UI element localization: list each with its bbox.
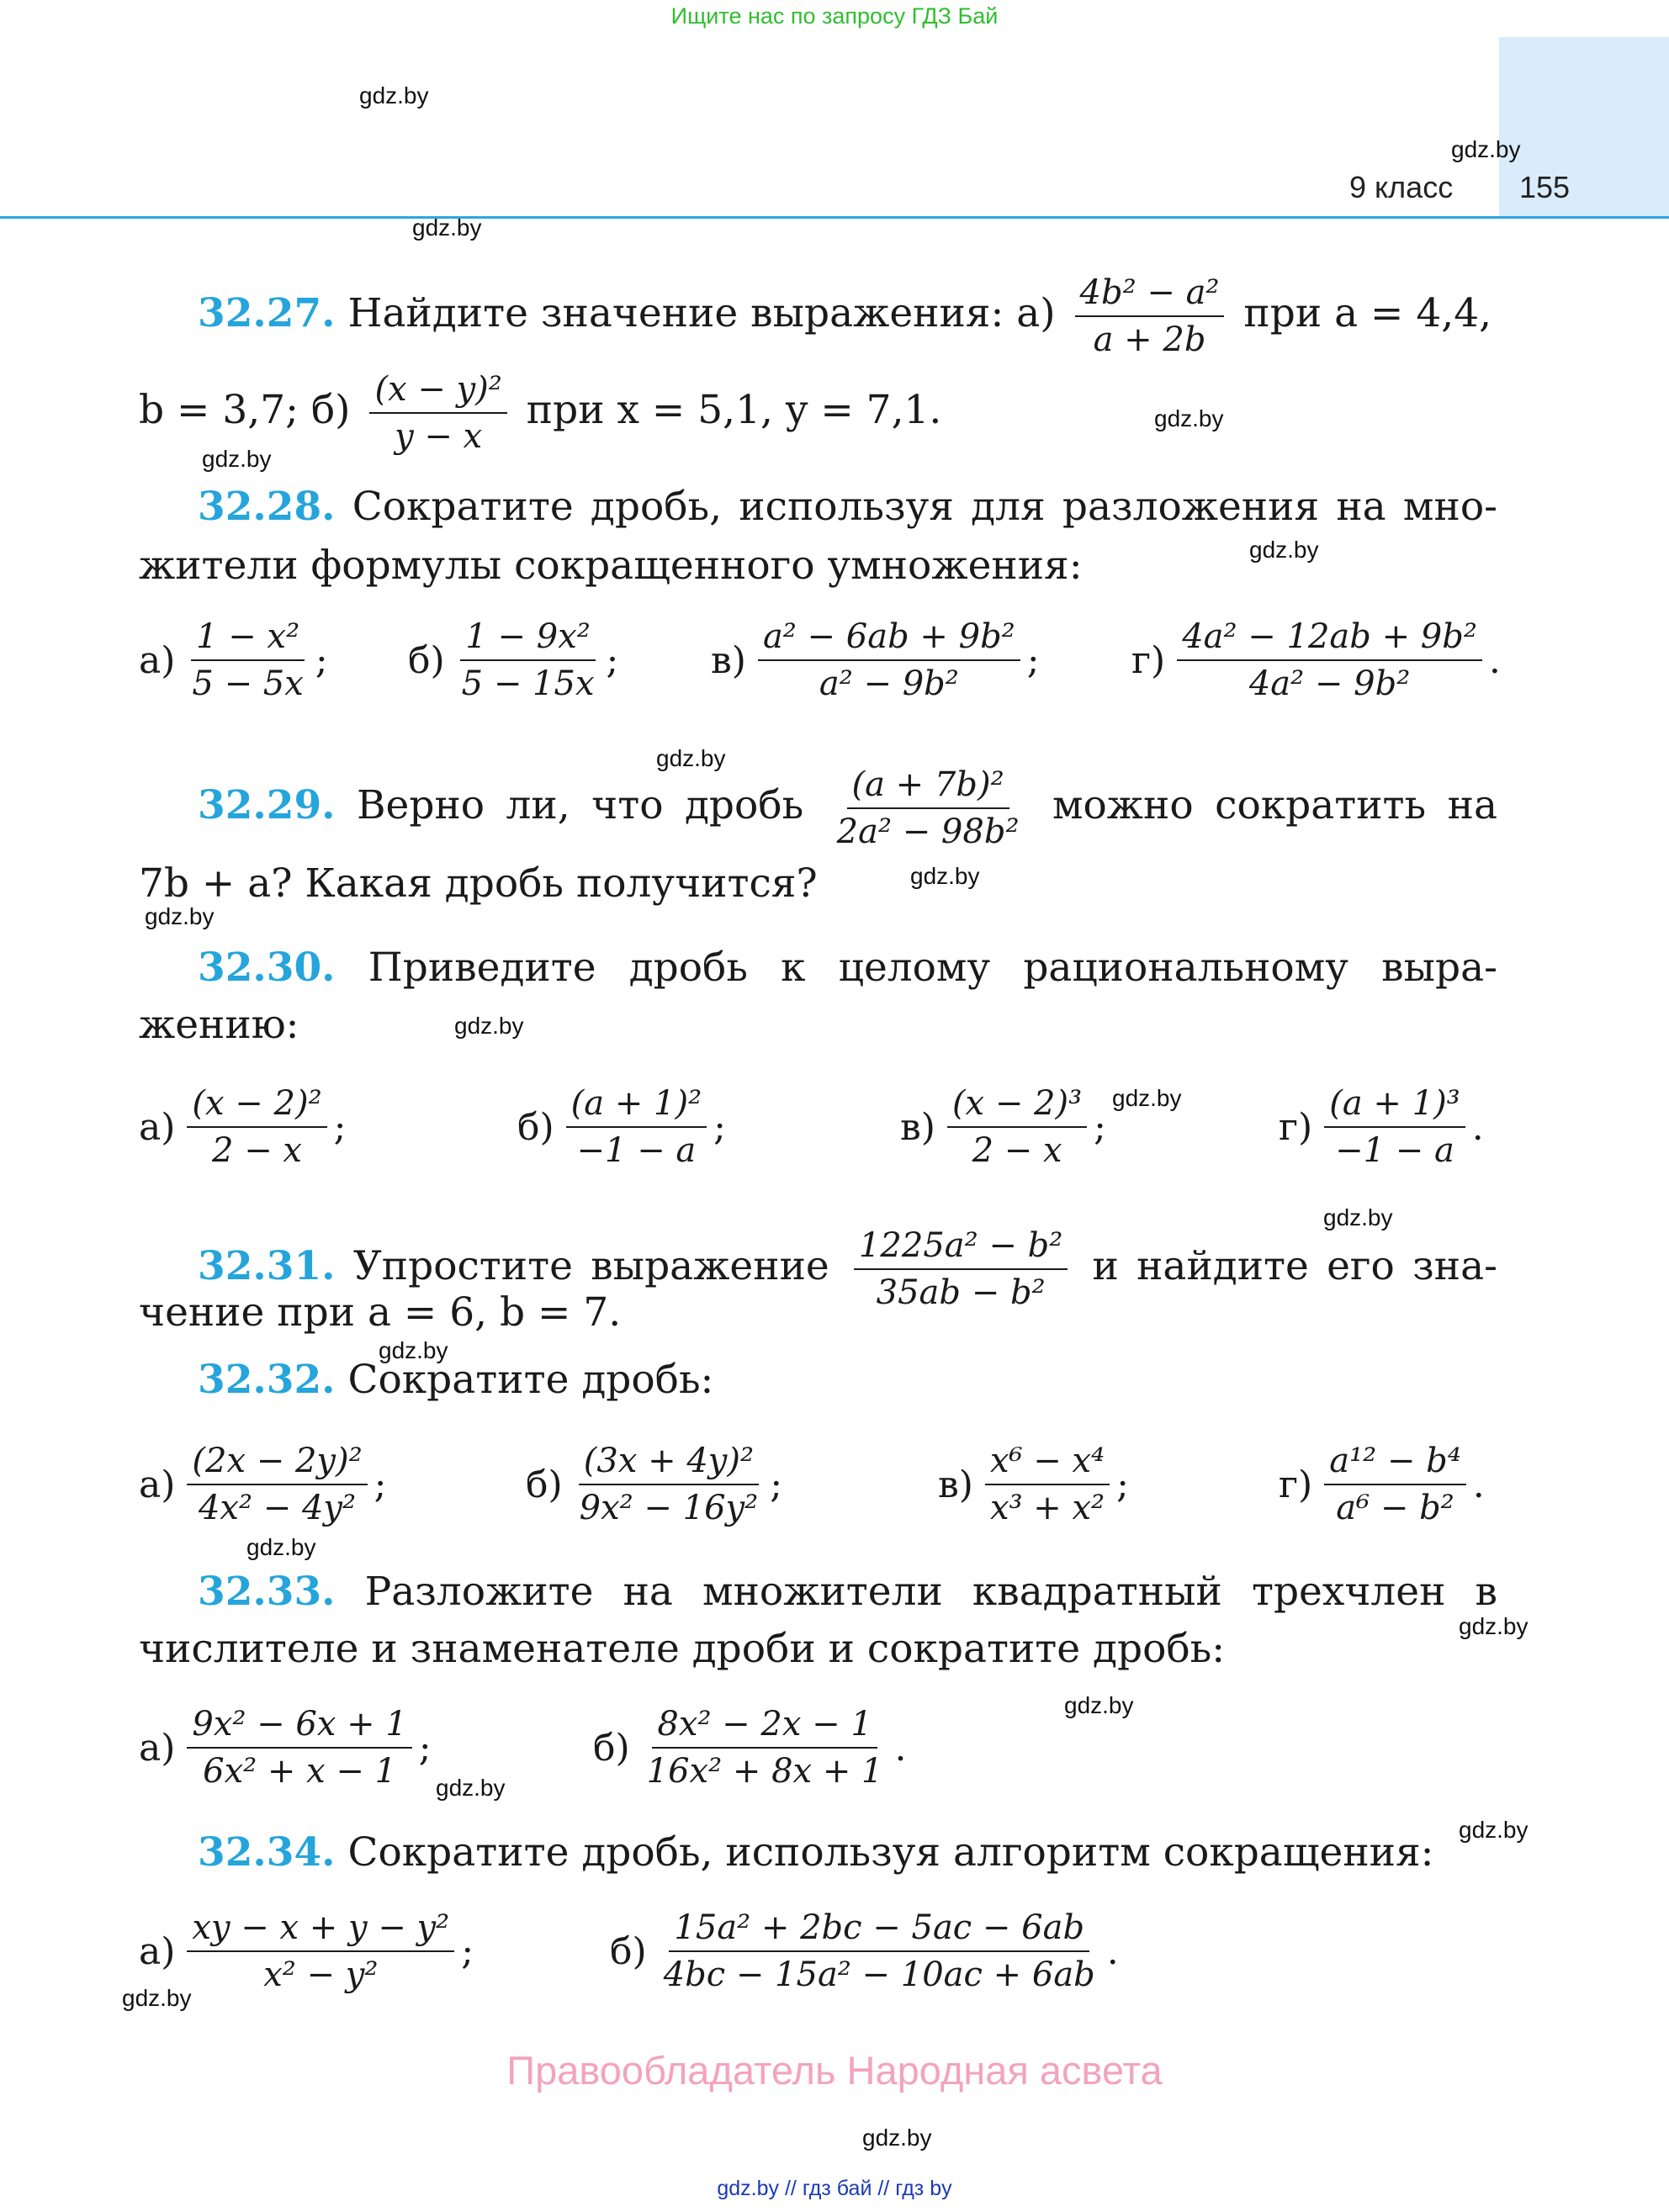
fraction-numerator: (x − 2)² <box>187 1084 326 1128</box>
fraction-denominator: x² − y² <box>263 1955 379 1994</box>
problem-number: 32.28. <box>198 484 336 530</box>
problem-32-27-line2 <box>139 370 1497 456</box>
option-label: в) <box>711 638 746 682</box>
fraction-numerator: (a + 1)³ <box>1324 1084 1465 1128</box>
problem-condition: при a = 4,4, <box>1243 290 1492 336</box>
option-end: ; <box>713 1105 726 1149</box>
watermark: gdz.by <box>412 214 482 241</box>
watermark: gdz.by <box>656 745 726 771</box>
option-b <box>593 1701 907 1794</box>
fraction-denominator: 5 − 5x <box>192 664 304 703</box>
fraction-denominator: 6x² + x − 1 <box>203 1752 397 1791</box>
problem-32-28-options <box>139 614 1501 706</box>
watermark: gdz.by <box>122 1985 192 2011</box>
fraction-numerator: xy − x + y − y² <box>187 1908 454 1952</box>
watermark: gdz.by <box>1154 405 1224 431</box>
page-number: 155 <box>1519 170 1571 204</box>
fraction <box>659 1908 1100 1994</box>
fraction-denominator: 4a² − 9b² <box>1248 664 1411 703</box>
option-c <box>938 1438 1129 1531</box>
option-b <box>517 1081 726 1173</box>
watermark: gdz.by <box>1451 136 1521 162</box>
watermark: gdz.by <box>1459 1817 1529 1843</box>
fraction <box>642 1705 888 1791</box>
option-a <box>139 1701 432 1794</box>
fraction-numerator: 1225a² − b² <box>854 1226 1068 1270</box>
problem-32-30-options <box>139 1081 1497 1173</box>
option-end: ; <box>1026 638 1040 682</box>
watermark: gdz.by <box>862 2125 932 2151</box>
option-end: . <box>1472 1463 1485 1506</box>
option-label: б) <box>517 1105 554 1149</box>
option-label: б) <box>408 638 445 682</box>
option-end: ; <box>418 1726 432 1770</box>
watermark: gdz.by <box>1323 1204 1393 1230</box>
fraction-denominator: a + 2b <box>1093 320 1206 359</box>
fraction <box>187 617 308 703</box>
problem-32-33-options <box>139 1701 1497 1794</box>
fraction <box>187 1908 454 1994</box>
fraction-numerator: (a + 1)² <box>566 1084 707 1128</box>
fraction-numerator: a¹² − b⁴ <box>1324 1442 1466 1485</box>
option-label: а) <box>139 638 176 682</box>
fraction <box>1324 1442 1466 1527</box>
fraction-denominator: 9x² − 16y² <box>579 1489 759 1527</box>
option-a <box>139 1905 474 1998</box>
option-d <box>1279 1438 1485 1531</box>
fraction-numerator: (2x − 2y)² <box>187 1442 367 1485</box>
problem-32-30-line1 <box>198 940 1497 996</box>
header-rule <box>0 216 1669 219</box>
option-b <box>526 1438 782 1531</box>
problem-number: 32.32. <box>198 1357 336 1403</box>
problem-number: 32.27. <box>198 290 336 336</box>
fraction-denominator: 2 − x <box>212 1131 302 1170</box>
option-end: . <box>894 1726 907 1770</box>
option-label: а) <box>139 1105 176 1149</box>
option-label: в) <box>938 1463 973 1506</box>
fraction-numerator: 1 − x² <box>191 617 305 661</box>
watermark: gdz.by <box>246 1534 316 1560</box>
problem-text: Верно ли, что дробь <box>357 782 804 828</box>
option-a <box>139 1081 346 1173</box>
fraction <box>1324 1084 1465 1170</box>
problem-32-28-line1 <box>198 479 1497 535</box>
fraction-numerator: 1 − 9x² <box>460 617 595 661</box>
watermark: gdz.by <box>910 863 980 889</box>
watermark: gdz.by <box>1249 537 1319 563</box>
fraction <box>369 370 506 456</box>
option-label: а) <box>139 1726 176 1770</box>
fraction-denominator: x³ + x² <box>989 1489 1105 1527</box>
fraction-denominator: a⁶ − b² <box>1336 1489 1454 1527</box>
watermark: gdz.by <box>379 1337 448 1363</box>
fraction <box>187 1442 367 1527</box>
top-banner: Ищите нас по запросу ГДЗ Бай <box>670 3 999 29</box>
option-end: . <box>1106 1929 1119 1973</box>
fraction-denominator: 4x² − 4y² <box>198 1489 357 1527</box>
problem-32-34-line1 <box>198 1825 1497 1881</box>
fraction-denominator: 2 − x <box>972 1131 1062 1170</box>
fraction-denominator: y − x <box>395 417 483 456</box>
option-end: . <box>1471 1105 1484 1149</box>
option-d <box>1131 614 1501 706</box>
watermark: gdz.by <box>1064 1692 1134 1718</box>
fraction <box>457 617 600 703</box>
grade-label: 9 класс <box>1349 170 1454 204</box>
problem-text: можно сократить на <box>1052 782 1497 828</box>
option-end: ; <box>315 638 328 682</box>
option-end: ; <box>770 1463 783 1506</box>
problem-text: Приведите дробь к целому рациональному выра- <box>368 945 1497 991</box>
fraction-denominator: 16x² + 8x + 1 <box>646 1752 883 1791</box>
fraction <box>758 617 1020 703</box>
watermark: gdz.by <box>436 1775 506 1801</box>
watermark: gdz.by <box>454 1013 524 1039</box>
option-label: б) <box>610 1929 647 1973</box>
problem-text: Сократите дробь: <box>347 1357 714 1403</box>
problem-32-29-line2: 7b + a? Какая дробь получится? <box>139 860 818 907</box>
option-end: . <box>1488 638 1501 682</box>
option-a <box>139 1438 386 1531</box>
problem-text: Найдите значение выражения: а) <box>347 290 1056 336</box>
fraction-numerator: x⁶ − x⁴ <box>985 1442 1110 1485</box>
fraction-numerator: (x − 2)³ <box>947 1084 1087 1128</box>
fraction-numerator: 8x² − 2x − 1 <box>652 1705 877 1749</box>
fraction <box>566 1084 707 1170</box>
option-label: а) <box>139 1929 176 1973</box>
option-end: ; <box>1116 1463 1129 1506</box>
option-end: ; <box>333 1105 347 1149</box>
option-c <box>711 614 1040 706</box>
fraction-denominator: 4bc − 15a² − 10ac + 6ab <box>663 1955 1095 1994</box>
fraction-numerator: 9x² − 6x + 1 <box>187 1705 411 1749</box>
problem-32-34-options <box>139 1905 1497 1998</box>
option-end: ; <box>461 1929 474 1973</box>
problem-32-31-line2: чение при a = 6, b = 7. <box>139 1289 622 1336</box>
problem-32-27-line1 <box>198 273 1497 359</box>
option-a <box>139 614 328 706</box>
option-label: г) <box>1279 1105 1313 1149</box>
problem-32-28-line2: жители формулы сокращенного умножения: <box>139 542 1083 589</box>
fraction-numerator: (x − y)² <box>369 370 506 414</box>
problem-number: 32.30. <box>198 945 336 991</box>
option-label: в) <box>900 1105 935 1149</box>
watermark: gdz.by <box>1112 1085 1182 1111</box>
fraction-denominator: 5 − 15x <box>461 664 595 703</box>
option-c <box>900 1081 1106 1173</box>
problem-text: и найдите его зна- <box>1092 1243 1497 1289</box>
option-b <box>610 1905 1119 1998</box>
option-label: г) <box>1279 1463 1313 1506</box>
fraction-denominator: 2a² − 98b² <box>836 812 1020 851</box>
fraction <box>985 1442 1110 1527</box>
fraction-denominator: −1 − a <box>1335 1131 1454 1170</box>
option-end: ; <box>1094 1105 1106 1149</box>
fraction-numerator: (3x + 4y)² <box>579 1442 759 1485</box>
option-b <box>408 614 618 706</box>
fraction <box>947 1084 1087 1170</box>
option-end: ; <box>606 638 619 682</box>
fraction <box>187 1705 411 1791</box>
watermark: gdz.by <box>202 446 272 472</box>
problem-32-32-line1 <box>198 1352 1497 1408</box>
problem-number: 32.34. <box>198 1829 336 1876</box>
fraction-numerator: 4b² − a² <box>1075 273 1225 317</box>
problem-text: Сократите дробь, используя алгоритм сокращения: <box>347 1829 1434 1876</box>
option-end: ; <box>374 1463 387 1506</box>
copyright-owner: Правообладатель Народная асвета <box>506 2048 1163 2093</box>
fraction-denominator: 35ab − b² <box>876 1273 1046 1312</box>
option-label: а) <box>139 1463 176 1506</box>
problem-number: 32.33. <box>198 1569 336 1615</box>
problem-32-33-line1 <box>198 1564 1497 1620</box>
fraction-numerator: a² − 6ab + 9b² <box>758 617 1020 661</box>
fraction <box>575 1442 764 1527</box>
option-label: г) <box>1131 638 1166 682</box>
option-d <box>1279 1081 1484 1173</box>
fraction-denominator: −1 − a <box>576 1131 697 1170</box>
problem-text: Упростите выражение <box>352 1243 829 1289</box>
fraction-numerator: 4a² − 12ab + 9b² <box>1177 617 1482 661</box>
fraction-numerator: (a + 7b)² <box>847 765 1009 809</box>
footer-links[interactable]: gdz.by // гдз бай // гдз by <box>717 2177 952 2200</box>
problem-condition: при x = 5,1, y = 7,1. <box>526 387 942 433</box>
problem-text: b = 3,7; б) <box>139 387 351 433</box>
problem-32-32-options <box>139 1438 1497 1531</box>
watermark: gdz.by <box>1459 1613 1529 1639</box>
fraction-denominator: a² − 9b² <box>819 664 959 703</box>
option-label: б) <box>593 1726 630 1770</box>
problem-text: Сократите дробь, используя для разложения на мно- <box>352 484 1497 530</box>
watermark: gdz.by <box>145 903 215 929</box>
problem-32-30-line2: жению: <box>139 1002 299 1048</box>
problem-32-29-line1 <box>198 765 1497 851</box>
problem-number: 32.29. <box>198 782 336 828</box>
watermark: gdz.by <box>359 82 429 108</box>
fraction <box>832 765 1025 851</box>
fraction <box>187 1084 326 1170</box>
problem-text: Разложите на множители квадратный трехчлен в <box>364 1569 1497 1615</box>
fraction <box>1075 273 1225 359</box>
problem-32-33-line2: числителе и знаменателе дроби и сократите дробь: <box>139 1626 1226 1672</box>
problem-number: 32.31. <box>198 1243 336 1289</box>
option-label: б) <box>526 1463 563 1506</box>
fraction <box>1177 617 1482 703</box>
fraction-numerator: 15a² + 2bc − 5ac − 6ab <box>669 1908 1089 1952</box>
